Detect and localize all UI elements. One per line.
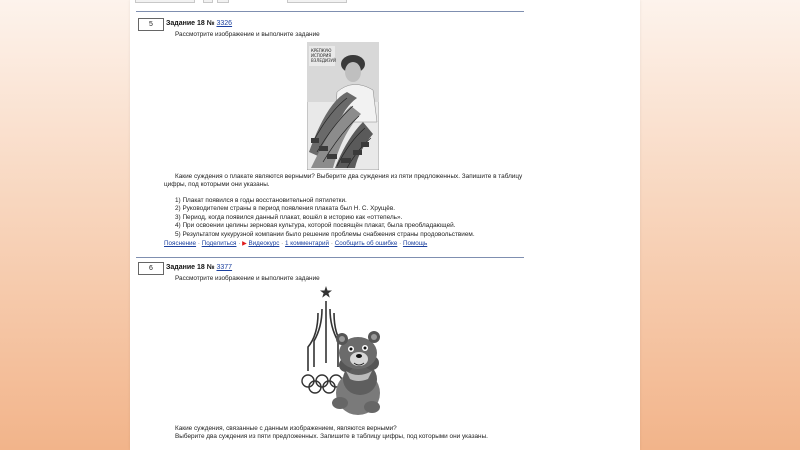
task-id-link[interactable]: 3377 <box>216 264 233 271</box>
task-title <box>166 264 232 271</box>
question-line: Какие суждения, связанные с данным изображением, являются верными? <box>175 425 397 432</box>
explanation-link[interactable]: Пояснение <box>164 240 197 247</box>
task-subtitle: Рассмотрите изображение и выполните задание <box>175 31 320 38</box>
option-item: 4) При освоении целины зерновая культура, которой посвящён плакат, была преобладающей. <box>175 222 456 230</box>
option-item: 3) Период, когда появился данный плакат, вошёл в историю как «оттепель». <box>175 213 403 221</box>
question-text <box>175 425 625 442</box>
question-text <box>164 173 625 190</box>
toolbar-button[interactable] <box>135 0 195 3</box>
task-id-link[interactable]: 3326 <box>216 20 233 27</box>
option-item: 2) Руководителем страны в период появления плаката был Н. С. Хрущёв. <box>175 205 396 213</box>
task-label: Задание 18 № <box>166 264 215 271</box>
task-subtitle: Рассмотрите изображение и выполните задание <box>175 275 320 282</box>
play-icon: ▶ <box>242 241 247 247</box>
poster-caption-line: КРЕПКУЮ <box>311 48 332 53</box>
top-toolbar <box>135 0 635 4</box>
task-number-box: 6 <box>138 262 164 275</box>
toolbar-button[interactable] <box>217 0 229 3</box>
question-line: Какие суждения о плакате являются верными? Выберите два суждения из пяти предложенных. Запишите в таблицу <box>175 173 523 180</box>
task-number-box: 5 <box>138 18 164 31</box>
poster-caption-line: ИСПОРИЯ <box>311 53 332 58</box>
divider <box>136 11 524 12</box>
option-item: 5) Результатом кукурузной компании было решение проблемы снабжения страны продовольствием. <box>175 230 475 238</box>
olympic-mascot-image <box>298 283 394 418</box>
question-line: цифры, под которыми они указаны. <box>164 181 270 189</box>
task-label: Задание 18 № <box>166 20 215 27</box>
task-page <box>130 0 640 450</box>
mascot-bear <box>332 331 380 415</box>
task-title <box>166 20 232 27</box>
divider <box>136 257 524 258</box>
poster-caption-line: ВЗЛЕДИЗУЙ <box>311 58 336 63</box>
toolbar-button[interactable] <box>203 0 213 3</box>
question-line: Выберите два суждения из пяти предложенных. Запишите в таблицу цифры, под которыми они указаны. <box>175 433 488 441</box>
comments-link[interactable]: 1 комментарий <box>285 240 330 247</box>
task-actions: Пояснение · Поделиться · ▶ Видеокурс · 1 комментарий · Сообщить об ошибке · Помощь <box>164 240 428 247</box>
options-list <box>175 197 615 239</box>
share-link[interactable]: Поделиться <box>201 240 237 247</box>
help-link[interactable]: Помощь <box>402 240 428 247</box>
report-error-link[interactable]: Сообщить об ошибке <box>334 240 398 247</box>
video-course-link[interactable]: Видеокурс <box>248 240 280 247</box>
poster-image <box>307 42 379 170</box>
toolbar-button[interactable] <box>287 0 347 3</box>
option-item: 1) Плакат появился в годы восстановительной пятилетки. <box>175 197 347 204</box>
